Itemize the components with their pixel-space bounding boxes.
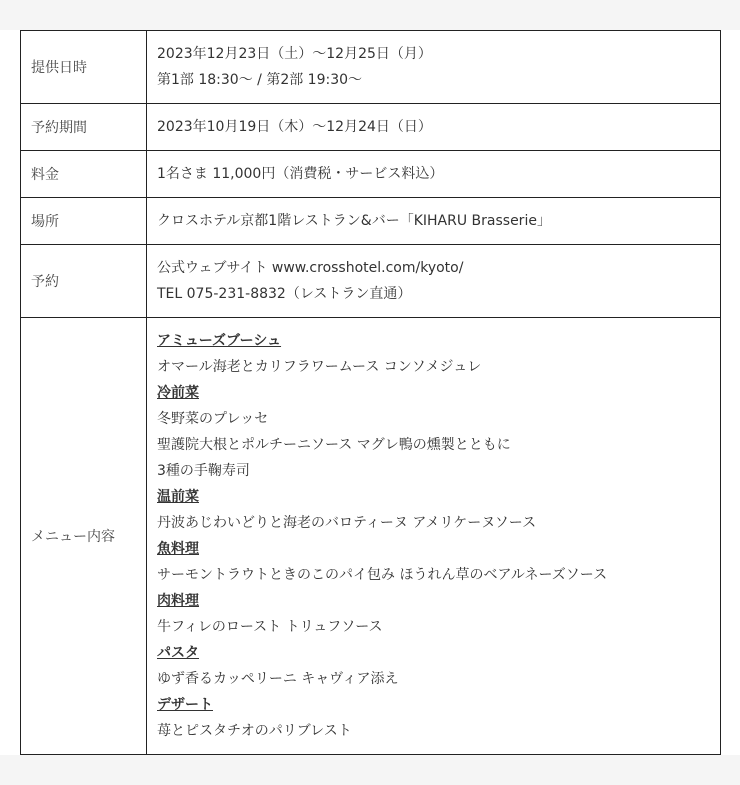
row-value-reservation-period <box>147 104 721 151</box>
row-label-menu: メニュー内容 <box>21 318 147 755</box>
price-line: 1名さま 11,000円（消費税・サービス料込） <box>157 166 444 182</box>
event-info-table <box>20 30 721 755</box>
menu-section-dessert <box>157 692 712 744</box>
table-row-reservation-period <box>21 104 721 151</box>
menu-section-fish <box>157 536 712 588</box>
row-value-reservation <box>147 245 721 318</box>
reservation-period-line: 2023年10月19日（木）～12月24日（日） <box>157 119 432 135</box>
menu-item: 苺とピスタチオのパリブレスト <box>157 723 352 739</box>
menu-heading-fish: 魚料理 <box>157 541 199 557</box>
table-row-menu <box>21 318 721 755</box>
menu-section-meat <box>157 588 712 640</box>
session-times-line: 第1部 18:30～ / 第2部 19:30～ <box>157 72 363 88</box>
row-value-price <box>147 151 721 198</box>
menu-item: ゆず香るカッペリーニ キャヴィア添え <box>157 671 399 687</box>
row-value-location <box>147 198 721 245</box>
table-row-location <box>21 198 721 245</box>
menu-heading-warm-appetizer: 温前菜 <box>157 489 199 505</box>
phone-line: TEL 075-231-8832（レストラン直通） <box>157 286 412 302</box>
row-label-location: 場所 <box>21 198 147 245</box>
menu-section-pasta <box>157 640 712 692</box>
location-line: クロスホテル京都1階レストラン&バー「KIHARU Brasserie」 <box>157 213 551 229</box>
menu-item: 丹波あじわいどりと海老のバロティーヌ アメリケーヌソース <box>157 515 537 531</box>
row-label-date-time: 提供日時 <box>21 31 147 104</box>
menu-heading-amuse: アミューズブーシュ <box>157 333 282 349</box>
page-content <box>0 30 740 755</box>
menu-item: 3種の手鞠寿司 <box>157 463 250 479</box>
row-label-price: 料金 <box>21 151 147 198</box>
menu-section-warm-appetizer <box>157 484 712 536</box>
menu-item: 聖護院大根とポルチーニソース マグレ鴨の燻製とともに <box>157 437 511 453</box>
menu-section-amuse <box>157 328 712 380</box>
menu-item: 牛フィレのロースト トリュフソース <box>157 619 383 635</box>
menu-item: オマール海老とカリフラワームース コンソメジュレ <box>157 359 482 375</box>
menu-item: サーモントラウトときのこのパイ包み ほうれん草のベアルネーズソース <box>157 567 608 583</box>
table-row-price <box>21 151 721 198</box>
table-row-reservation <box>21 245 721 318</box>
row-value-menu <box>147 318 721 755</box>
row-label-reservation-period: 予約期間 <box>21 104 147 151</box>
date-time-line: 2023年12月23日（土）～12月25日（月） <box>157 46 432 62</box>
website-line: 公式ウェブサイト www.crosshotel.com/kyoto/ <box>157 260 464 276</box>
menu-heading-dessert: デザート <box>157 697 213 713</box>
menu-heading-pasta: パスタ <box>157 645 199 661</box>
menu-heading-cold-appetizer: 冷前菜 <box>157 385 199 401</box>
menu-section-cold-appetizer <box>157 380 712 484</box>
menu-item: 冬野菜のプレッセ <box>157 411 269 427</box>
row-value-date-time <box>147 31 721 104</box>
menu-heading-meat: 肉料理 <box>157 593 199 609</box>
table-row-date-time <box>21 31 721 104</box>
row-label-reservation: 予約 <box>21 245 147 318</box>
